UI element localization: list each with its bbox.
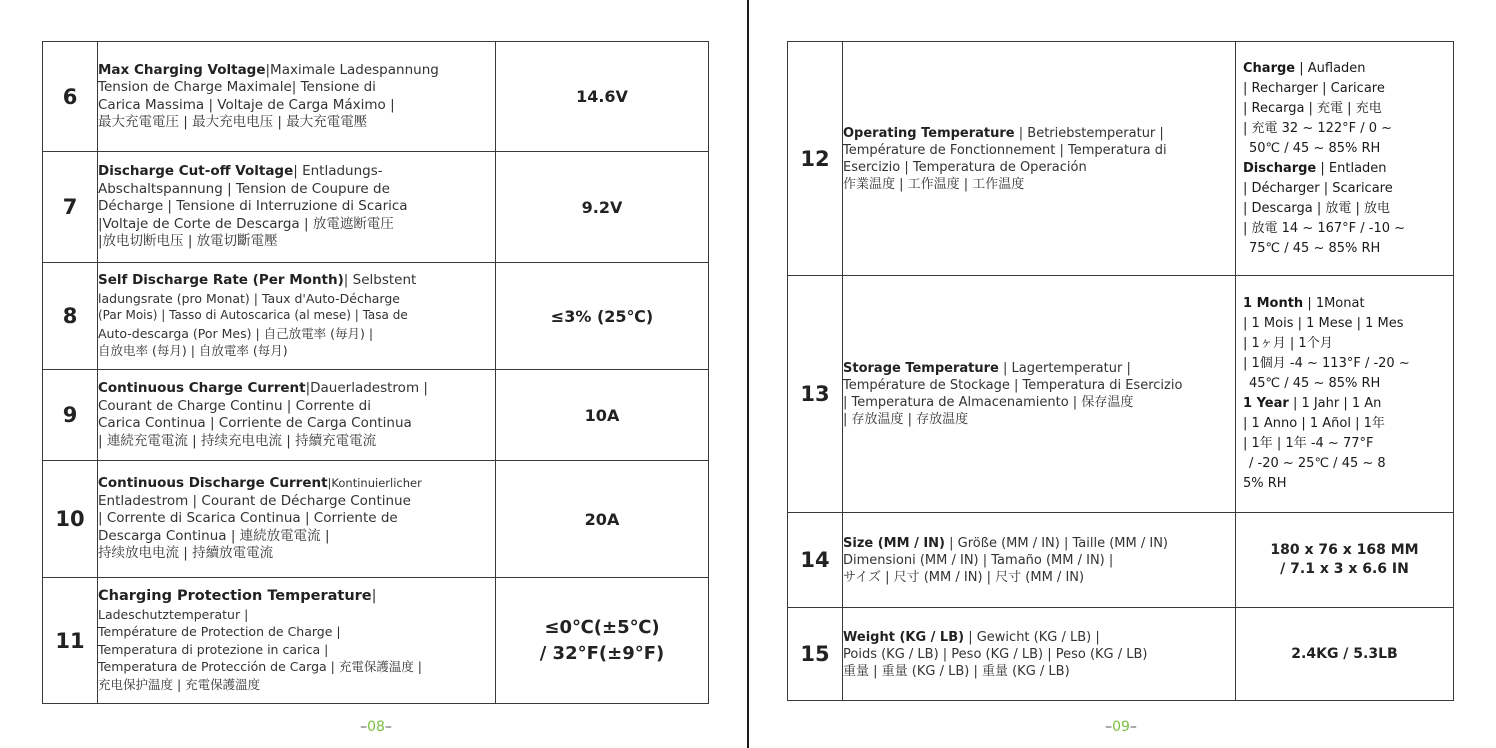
row-number: 15 [788, 608, 843, 701]
row-description: Charging Protection Temperature| Ladeschutztemperatur | Température de Protection de Charge | Temperatura di protezione in carica | Temperatura de Protección de Carga | 充電保護温度 | 充电保护温度 | 充電保護溫度 [98, 578, 496, 704]
table-row [43, 42, 709, 152]
row-label: Storage Temperature [843, 361, 999, 376]
row-label: Operating Temperature [843, 125, 1015, 141]
row-description: Weight (KG / LB) | Gewicht (KG / LB) | Poids (KG / LB) | Peso (KG / LB) | Peso (KG / LB) 重量 | 重量 (KG / LB) | 重量 (KG / LB) [843, 608, 1236, 701]
page-spine [747, 0, 749, 748]
row-description: Storage Temperature | Lagertemperatur | Température de Stockage | Temperatura di Esercizio | Temperatura de Almacenamiento | 保存温度 | 存放温度 | 存放温度 [843, 276, 1236, 513]
table-row [43, 152, 709, 263]
row-description: Continuous Discharge Current|Kontinuierlicher Entladestrom | Courant de Décharge Continue | Corrente di Scarica Continua | Corriente de Descarga Continua | 連続放電電流 | 持续放电电流 | 持續放電電流 [98, 461, 496, 578]
row-value: 14.6V [496, 42, 709, 152]
table-row [788, 42, 1454, 276]
row-number: 8 [43, 263, 98, 370]
table-row [788, 513, 1454, 608]
spec-table-left [42, 41, 709, 704]
row-label: Size (MM / IN) [843, 535, 946, 551]
row-number: 9 [43, 370, 98, 461]
page-number-right: –09– [1105, 719, 1137, 735]
row-label: Charging Protection Temperature [98, 588, 372, 604]
page-number-left: –08– [360, 719, 392, 735]
row-number: 14 [788, 513, 843, 608]
row-value: 180 x 76 x 168 MM / 7.1 x 3 x 6.6 IN [1236, 513, 1454, 608]
row-number: 12 [788, 42, 843, 276]
row-value: Charge | Aufladen | Recharger | Caricare | Recarga | 充電 | 充电 | 充電 32 ~ 122°F / 0 ~ 50℃ / 45 ~ 85% RH Discharge | Entladen | Décharger | Scaricare | Descarga | 放電 | 放电 | 放電 14 ~ 167°F / -10 ~ 75℃ / 45 ~ 85% RH [1236, 42, 1454, 276]
row-description: Size (MM / IN) | Größe (MM / IN) | Taille (MM / IN) Dimensioni (MM / IN) | Tamaño (MM / IN) | サイズ | 尺寸 (MM / IN) | 尺寸 (MM / IN) [843, 513, 1236, 608]
row-label: Continuous Discharge Current [98, 475, 328, 492]
row-description: Continuous Charge Current|Dauerladestrom | Courant de Charge Continu | Corrente di Carica Continua | Corriente de Carga Continua | 連続充電電流 | 持续充电电流 | 持續充電電流 [98, 370, 496, 461]
row-label: Discharge Cut-off Voltage [98, 163, 294, 180]
row-number: 11 [43, 578, 98, 704]
row-value: 20A [496, 461, 709, 578]
row-label: Max Charging Voltage [98, 61, 266, 78]
row-description: Self Discharge Rate (Per Month)| Selbstent ladungsrate (pro Monat) | Taux d'Auto-Décharge (Par Mois) | Tasso di Autoscarica (al mese) | Tasa de Auto-descarga (Por Mes) | 自己放電率 (毎月) | 自放电率 (每月) | 自放電率 (每月) [98, 263, 496, 370]
row-value: 1 Month | 1Monat | 1 Mois | 1 Mese | 1 Mes | 1ヶ月 | 1个月 | 1個月 -4 ~ 113°F / -20 ~ 45℃ / 45 ~ 85% RH 1 Year | 1 Jahr | 1 An | 1 Anno | 1 Añol | 1年 | 1年 | 1年 -4 ~ 77°F / -20 ~ 25℃ / 45 ~ 8 5% RH [1236, 276, 1454, 513]
table-row [43, 461, 709, 578]
table-row [43, 578, 709, 704]
row-number: 13 [788, 276, 843, 513]
table-row [788, 276, 1454, 513]
row-number: 10 [43, 461, 98, 578]
table-row [43, 370, 709, 461]
row-number: 6 [43, 42, 98, 152]
table-row [788, 608, 1454, 701]
row-description: Discharge Cut-off Voltage| Entladungs- Abschaltspannung | Tension de Coupure de Décharge | Tensione di Interruzione di Scarica |Voltaje de Corte de Descarga | 放電遮断電圧 |放电切断电压 | 放電切斷電壓 [98, 152, 496, 263]
spec-table-right [787, 41, 1454, 701]
row-value: 2.4KG / 5.3LB [1236, 608, 1454, 701]
row-description: Operating Temperature | Betriebstemperatur | Température de Fonctionnement | Temperatura di Esercizio | Temperatura de Operación 作業温度 | 工作温度 | 工作温度 [843, 42, 1236, 276]
row-description: Max Charging Voltage|Maximale Ladespannung Tension de Charge Maximale| Tensione di Carica Massima | Voltaje de Carga Máximo | 最大充電電圧 | 最大充电电压 | 最大充電電壓 [98, 42, 496, 152]
row-label: Weight (KG / LB) [843, 629, 965, 645]
table-row [43, 263, 709, 370]
row-label: Continuous Charge Current [98, 380, 306, 396]
row-value: ≤0℃(±5℃) / 32°F(±9°F) [496, 578, 709, 704]
row-label: Self Discharge Rate (Per Month) [98, 272, 344, 289]
row-value: 9.2V [496, 152, 709, 263]
row-value: 10A [496, 370, 709, 461]
row-number: 7 [43, 152, 98, 263]
row-value: ≤3% (25℃) [496, 263, 709, 370]
